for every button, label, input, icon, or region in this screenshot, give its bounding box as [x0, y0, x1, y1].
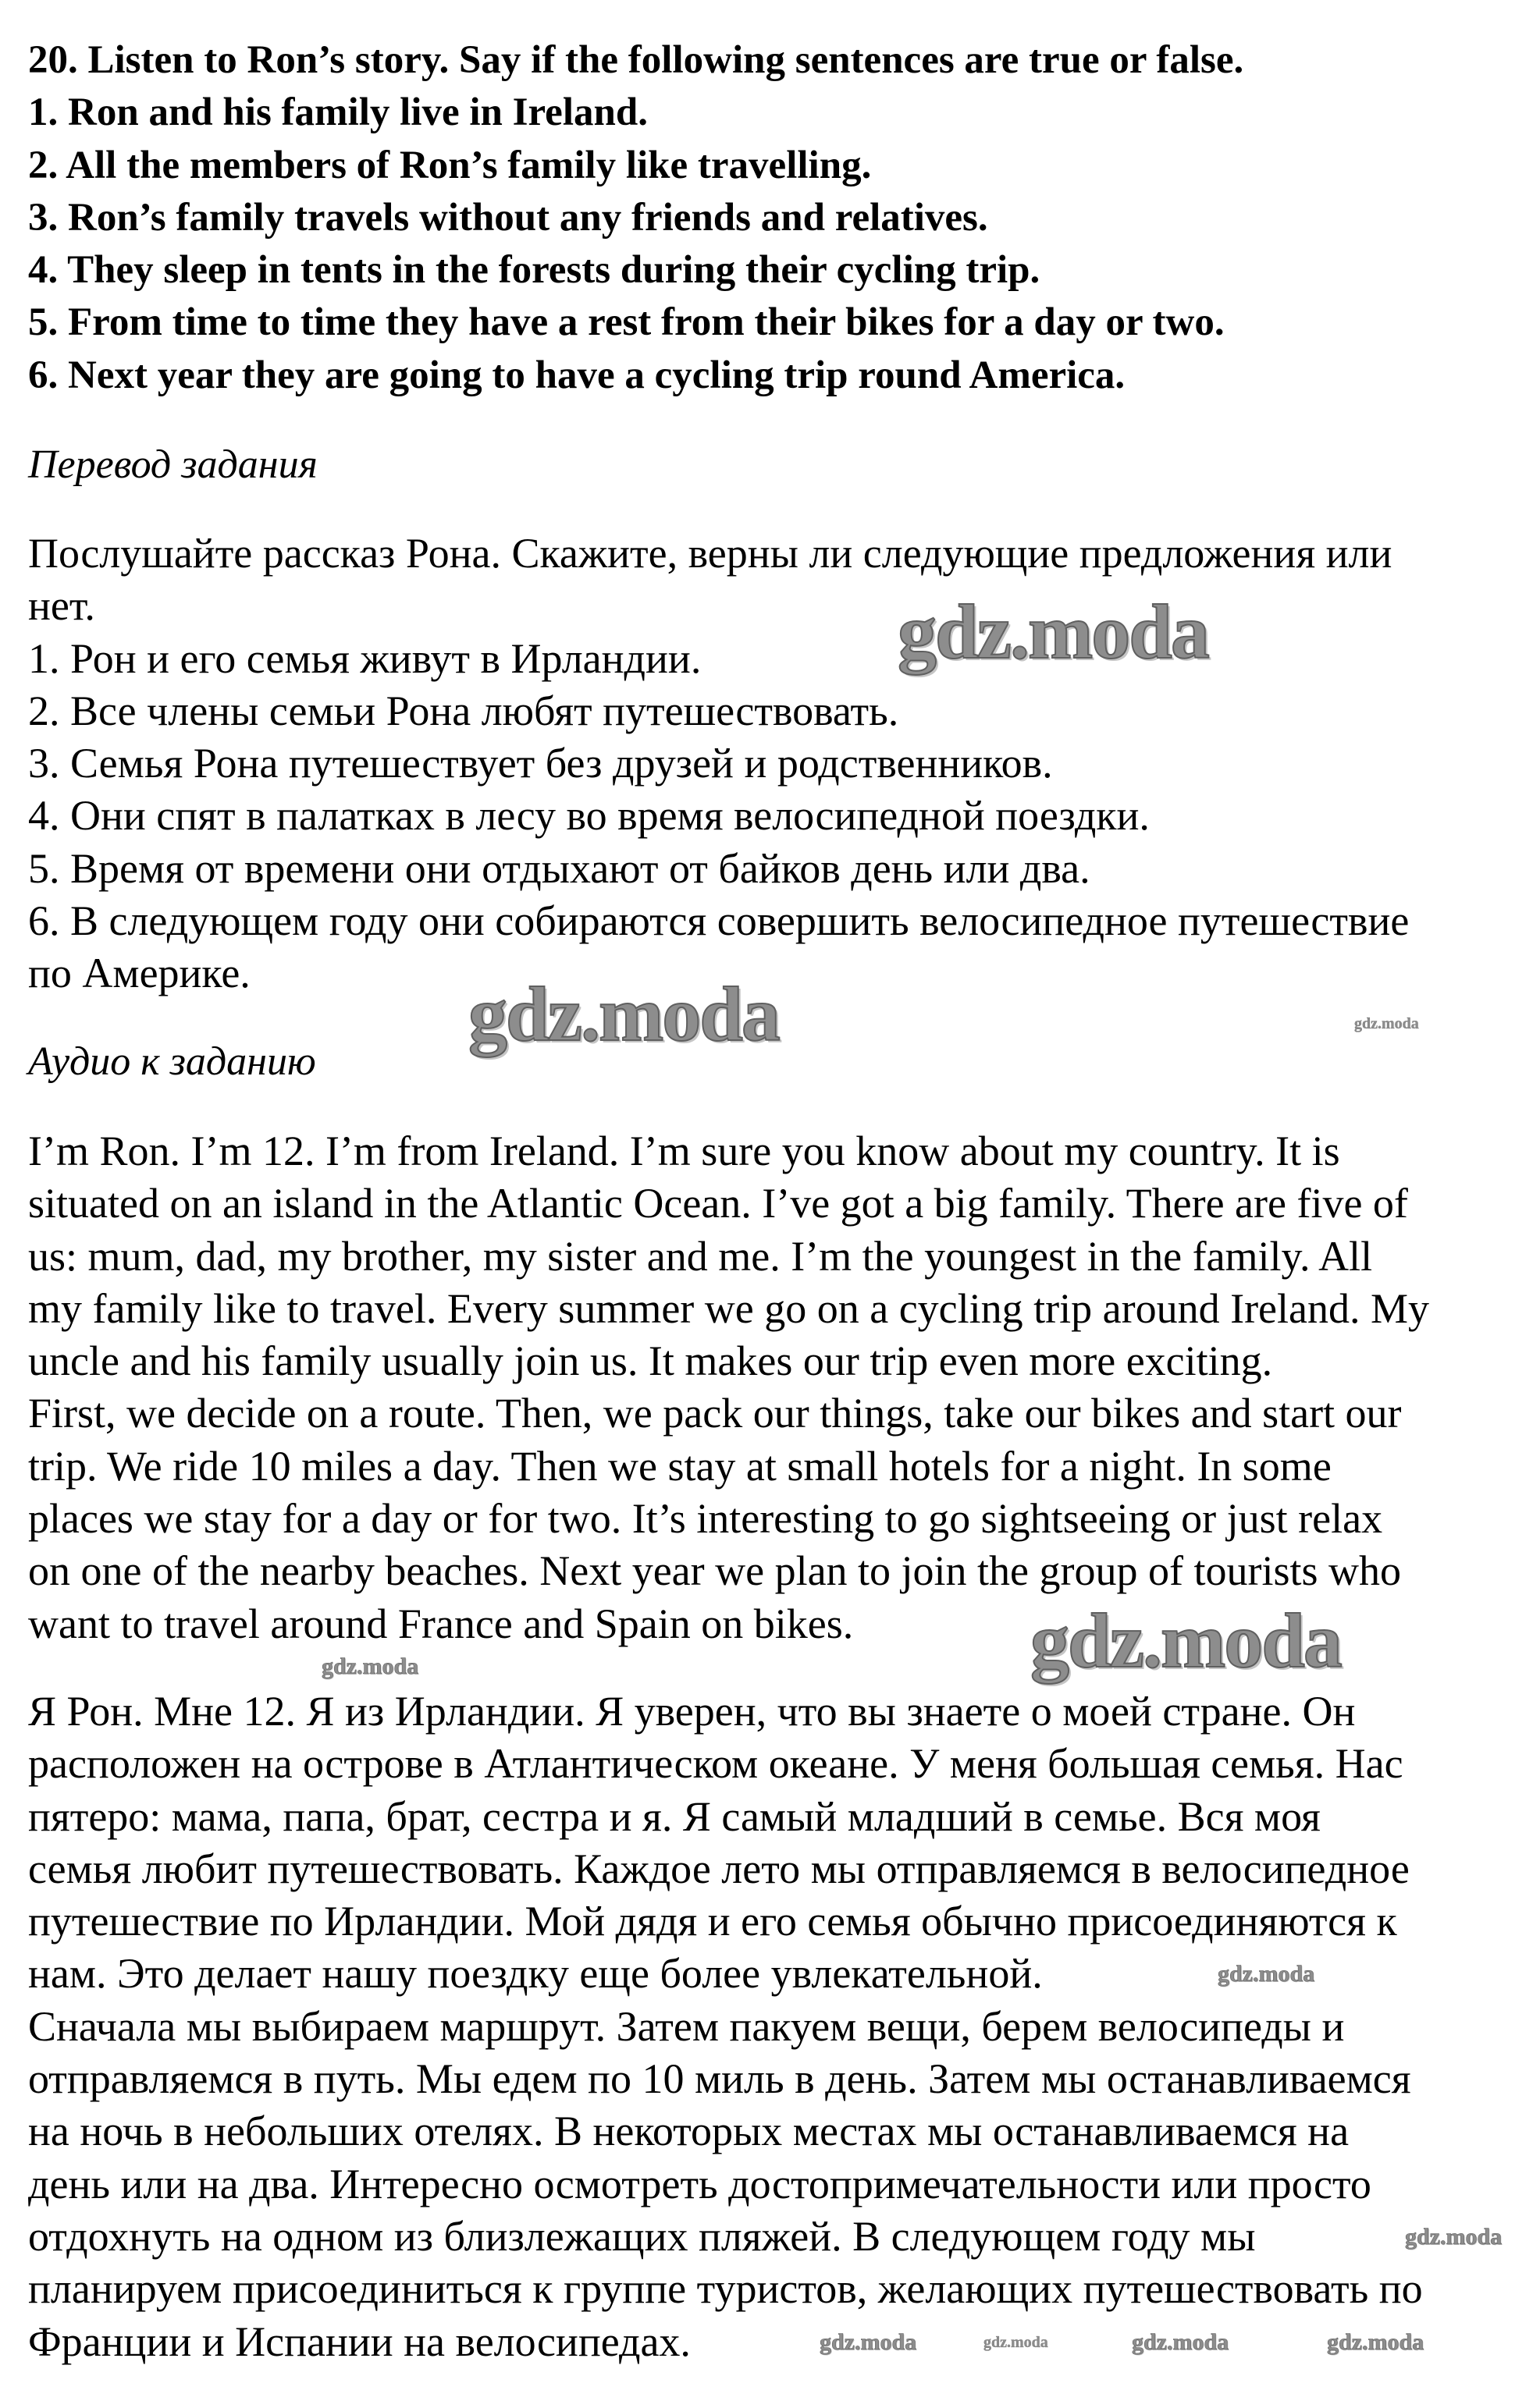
text-line: планируем присоединиться к группе туристов, желающих путешествовать по	[28, 2265, 1423, 2313]
text-line: my family like to travel. Every summer we go on a cycling trip around Ireland. My	[28, 1284, 1429, 1332]
text-line: 3. Семья Рона путешествует без друзей и родственников.	[28, 740, 1053, 787]
text-line: trip. We ride 10 miles a day. Then we stay at small hotels for a night. In some	[28, 1442, 1332, 1490]
watermark: gdz.moda	[820, 2329, 917, 2355]
task-statement: 6. Next year they are going to have a cycling trip round America.	[28, 353, 1126, 397]
watermark: gdz.moda	[898, 588, 1208, 675]
text-line: 6. В следующем году они собираются совершить велосипедное путешествие	[28, 897, 1410, 945]
text-line: 4. Они спят в палатках в лесу во время велосипедной поездки.	[28, 792, 1150, 840]
watermark: gdz.moda	[1405, 2224, 1503, 2250]
task-statement: 1. Ron and his family live in Ireland.	[28, 91, 648, 135]
task-statement: 2. All the members of Ron’s family like travelling.	[28, 143, 872, 187]
text-line: нам. Это делает нашу поездку еще более увлекательной.	[28, 1950, 1043, 1998]
text-line: 2. Все члены семьи Рона любят путешествовать.	[28, 687, 899, 734]
text-line: расположен на острове в Атлантическом океане. У меня большая семья. Нас	[28, 1740, 1403, 1788]
text-line: uncle and his family usually join us. It makes our trip even more exciting.	[28, 1337, 1273, 1385]
watermark: gdz.moda	[468, 971, 779, 1057]
watermark: gdz.moda	[1132, 2329, 1229, 2355]
audio-english-block	[28, 1125, 1532, 1650]
watermark: gdz.moda	[1218, 1961, 1315, 1987]
text-line: situated on an island in the Atlantic Ocean. I’ve got a big family. There are five of	[28, 1180, 1408, 1227]
audio-russian-block	[28, 1685, 1532, 2368]
task-statement: 4. They sleep in tents in the forests during their cycling trip.	[28, 248, 1040, 293]
text-line: on one of the nearby beaches. Next year we plan to join the group of tourists who	[28, 1547, 1402, 1595]
text-line: Сначала мы выбираем маршрут. Затем пакуем вещи, берем велосипеды и	[28, 2002, 1345, 2050]
text-line: us: mum, dad, my brother, my sister and me. I’m the youngest in the family. All	[28, 1232, 1373, 1280]
text-line: по Америке.	[28, 950, 251, 997]
text-line: семья любит путешествовать. Каждое лето мы отправляемся в велосипедное	[28, 1845, 1410, 1892]
text-line: нет.	[28, 582, 95, 630]
task-statement: 5. From time to time they have a rest from their bikes for a day or two.	[28, 300, 1225, 345]
text-line: Послушайте рассказ Рона. Скажите, верны ли следующие предложения или	[28, 530, 1392, 577]
watermark: gdz.moda	[1354, 1015, 1419, 1032]
watermark: gdz.moda	[1030, 1597, 1341, 1684]
text-line: want to travel around France and Spain on bikes.	[28, 1600, 854, 1647]
task-statement: 3. Ron’s family travels without any friends and relatives.	[28, 195, 988, 240]
translation-heading: Перевод задания	[28, 442, 318, 487]
text-line: 5. Время от времени они отдыхают от байков день или два.	[28, 844, 1090, 892]
audio-heading: Аудио к заданию	[28, 1039, 316, 1084]
text-line: First, we decide on a route. Then, we pack our things, take our bikes and start our	[28, 1390, 1402, 1437]
text-line: I’m Ron. I’m 12. I’m from Ireland. I’m sure you know about my country. It is	[28, 1128, 1340, 1174]
text-line: Франции и Испании на велосипедах.	[28, 2317, 691, 2365]
watermark: gdz.moda	[322, 1653, 419, 1679]
task-block	[28, 34, 1532, 402]
watermark: gdz.moda	[983, 2334, 1048, 2351]
text-line: путешествие по Ирландии. Мой дядя и его семья обычно присоединяются к	[28, 1898, 1397, 1945]
text-line: на ночь в небольших отелях. В некоторых местах мы останавливаемся на	[28, 2108, 1350, 2155]
text-line: 1. Рон и его семья живут в Ирландии.	[28, 634, 702, 682]
text-line: отправляемся в путь. Мы едем по 10 миль в день. Затем мы останавливаемся	[28, 2055, 1411, 2103]
text-line: places we stay for a day or for two. It’s interesting to go sightseeing or just relax	[28, 1495, 1383, 1543]
text-line: Я Рон. Мне 12. Я из Ирландии. Я уверен, что вы знаете о моей стране. Он	[28, 1688, 1356, 1735]
text-line: пятеро: мама, папа, брат, сестра и я. Я самый младший в семье. Вся моя	[28, 1792, 1321, 1840]
text-line: день или на два. Интересно осмотреть достопримечательности или просто	[28, 2160, 1371, 2207]
task-title: 20. Listen to Ron’s story. Say if the following sentences are true or false.	[28, 38, 1244, 82]
watermark: gdz.moda	[1327, 2329, 1424, 2355]
text-line: отдохнуть на одном из близлежащих пляжей. В следующем году мы	[28, 2212, 1256, 2260]
translation-block	[28, 527, 1532, 1000]
